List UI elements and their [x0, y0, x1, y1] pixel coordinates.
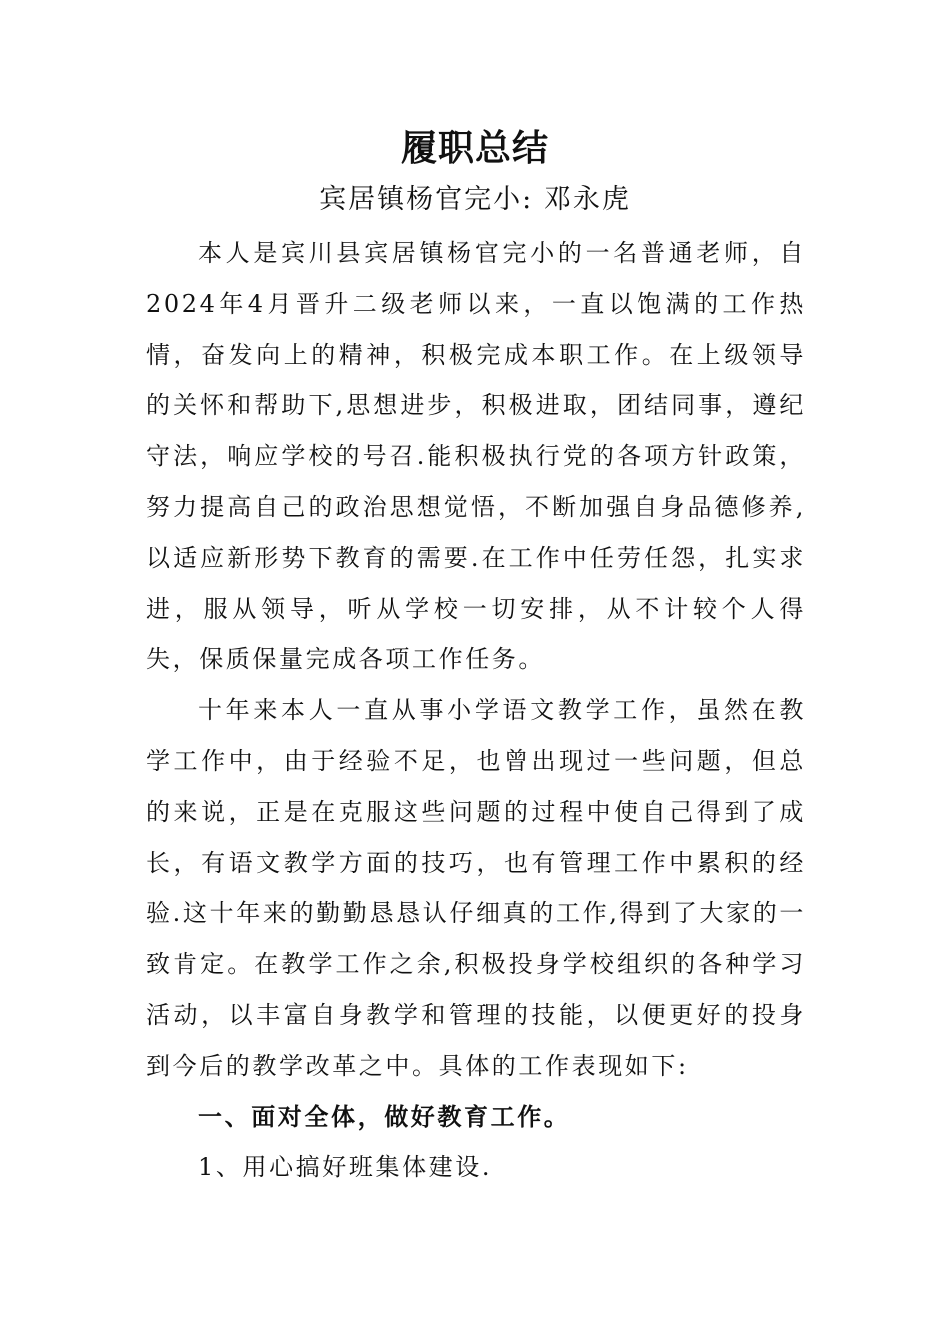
section-heading: 一、面对全体，做好教育工作。	[198, 1102, 571, 1131]
author-line: 宾居镇杨官完小: 邓永虎	[319, 184, 631, 215]
document-title: 履职总结	[400, 127, 549, 169]
paragraph-1: 本人是宾川县宾居镇杨官完小的一名普通老师，自2024年4月晋升二级老师以来，一直以饱满的工作热情，奋发向上的精神，积极完成本职工作。在上级领导的关怀和帮助下,思想进步，积极进取，团结同事，遵纪守法，响应学校的号召.能积极执行党的各项方针政策，努力提高自己的政治思想觉悟，不断加强自身品德修养,以适应新形势下教育的需要.在工作中任劳任怨，扎实求进，服从领导，听从学校一切安排，从不计较个人得失，保质保量完成各项工作任务。	[146, 239, 806, 674]
document-body	[146, 228, 806, 1193]
paragraph-2: 十年来本人一直从事小学语文教学工作，虽然在教学工作中，由于经验不足，也曾出现过一些问题，但总的来说，正是在克服这些问题的过程中使自己得到了成长，有语文教学方面的技巧，也有管理工作中累积的经验.这十年来的勤勤恳恳认仔细真的工作,得到了大家的一致肯定。在教学工作之余,积极投身学校组织的各种学习活动，以丰富自身教学和管理的技能，以便更好的投身到今后的教学改革之中。具体的工作表现如下:	[146, 696, 806, 1080]
subsection-heading: 1、用心搞好班集体建设.	[198, 1153, 493, 1182]
